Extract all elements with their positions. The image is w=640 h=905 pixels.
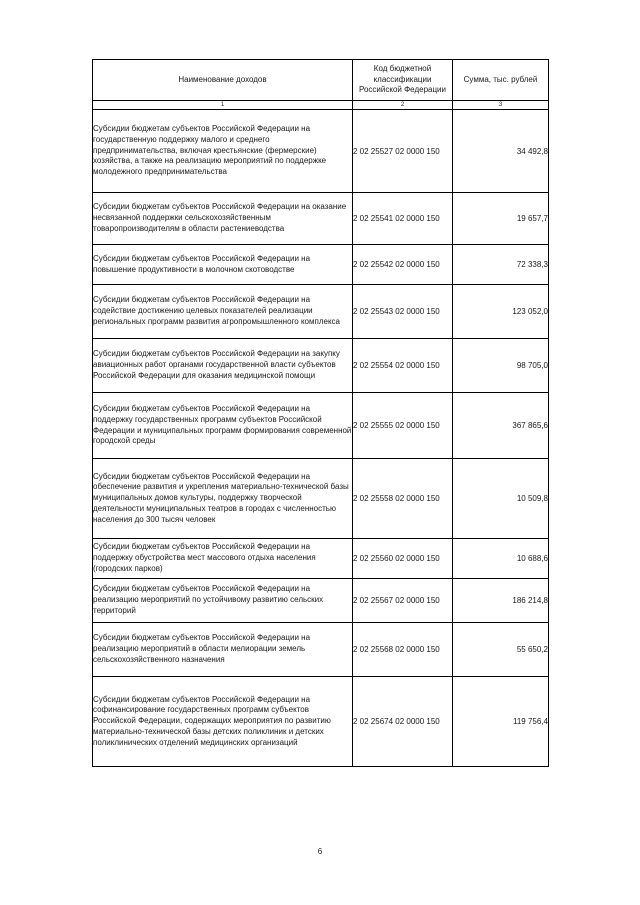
amount: 367 865,6 [453,393,549,459]
amount: 186 214,8 [453,579,549,623]
classification-code: 2 02 25527 02 0000 150 [353,110,453,193]
classification-code: 2 02 25560 02 0000 150 [353,539,453,579]
amount: 72 338,3 [453,245,549,285]
table-row [93,339,549,393]
classification-code: 2 02 25542 02 0000 150 [353,245,453,285]
table-row [93,579,549,623]
income-name: Субсидии бюджетам субъектов Российской Федерации на оказание несвязанной поддержки сельскохозяйственным товаропроизводителям в области растениеводства [93,193,353,245]
classification-code: 2 02 25554 02 0000 150 [353,339,453,393]
classification-code: 2 02 25568 02 0000 150 [353,623,453,677]
income-name: Субсидии бюджетам субъектов Российской Федерации на поддержку обустройства мест массового отдыха населения (городских парков) [93,539,353,579]
page-number: 6 [317,847,323,856]
table-header-row [93,60,549,101]
classification-code: 2 02 25567 02 0000 150 [353,579,453,623]
income-name: Субсидии бюджетам субъектов Российской Федерации на закупку авиационных работ органами государственной власти субъектов Российской Федерации для оказания медицинской помощи [93,339,353,393]
table-row [93,459,549,539]
header-sum: Сумма, тыс. рублей [453,60,549,101]
income-name: Субсидии бюджетам субъектов Российской Федерации на софинансирование государственных программ субъектов Российской Федерации, содержащих мероприятия по развитию материально-технической базы детских поликлиник и детских поликлинических отделений медицинских организаций [93,677,353,767]
income-name: Субсидии бюджетам субъектов Российской Федерации на содействие достижению целевых показателей реализации региональных программ развития агропромышленного комплекса [93,285,353,339]
amount: 55 650,2 [453,623,549,677]
classification-code: 2 02 25543 02 0000 150 [353,285,453,339]
income-name: Субсидии бюджетам субъектов Российской Федерации на повышение продуктивности в молочном скотоводстве [93,245,353,285]
header-name: Наименование доходов [93,60,353,101]
table-row [93,539,549,579]
income-name: Субсидии бюджетам субъектов Российской Федерации на государственную поддержку малого и среднего предпринимательства, включая крестьянские (фермерские) хозяйства, а также на реализацию мероприятий по поддержке молодежного предпринимательства [93,110,353,193]
revenue-table [92,59,549,767]
table-row [93,393,549,459]
income-name: Субсидии бюджетам субъектов Российской Федерации на реализацию мероприятий по устойчивому развитию сельских территорий [93,579,353,623]
column-number: 1 [93,101,353,110]
amount: 98 705,0 [453,339,549,393]
amount: 10 688,6 [453,539,549,579]
table-row [93,110,549,193]
classification-code: 2 02 25555 02 0000 150 [353,393,453,459]
table-row [93,285,549,339]
column-number-row [93,101,549,110]
column-number: 3 [453,101,549,110]
amount: 10 509,8 [453,459,549,539]
table-row [93,245,549,285]
amount: 123 052,0 [453,285,549,339]
income-name: Субсидии бюджетам субъектов Российской Федерации на реализацию мероприятий в области мелиорации земель сельскохозяйственного назначения [93,623,353,677]
income-name: Субсидии бюджетам субъектов Российской Федерации на поддержку государственных программ субъектов Российской Федерации и муниципальных программ формирования современной городской среды [93,393,353,459]
table-row [93,677,549,767]
amount: 34 492,8 [453,110,549,193]
classification-code: 2 02 25541 02 0000 150 [353,193,453,245]
amount: 19 657,7 [453,193,549,245]
amount: 119 756,4 [453,677,549,767]
table-row [93,193,549,245]
classification-code: 2 02 25558 02 0000 150 [353,459,453,539]
table-row [93,623,549,677]
column-number: 2 [353,101,453,110]
header-code: Код бюджетной классификации Российской Федерации [353,60,453,101]
classification-code: 2 02 25674 02 0000 150 [353,677,453,767]
income-name: Субсидии бюджетам субъектов Российской Федерации на обеспечение развития и укрепления материально-технической базы муниципальных домов культуры, поддержку творческой деятельности муниципальных театров в городах с численностью населения до 300 тысяч человек [93,459,353,539]
